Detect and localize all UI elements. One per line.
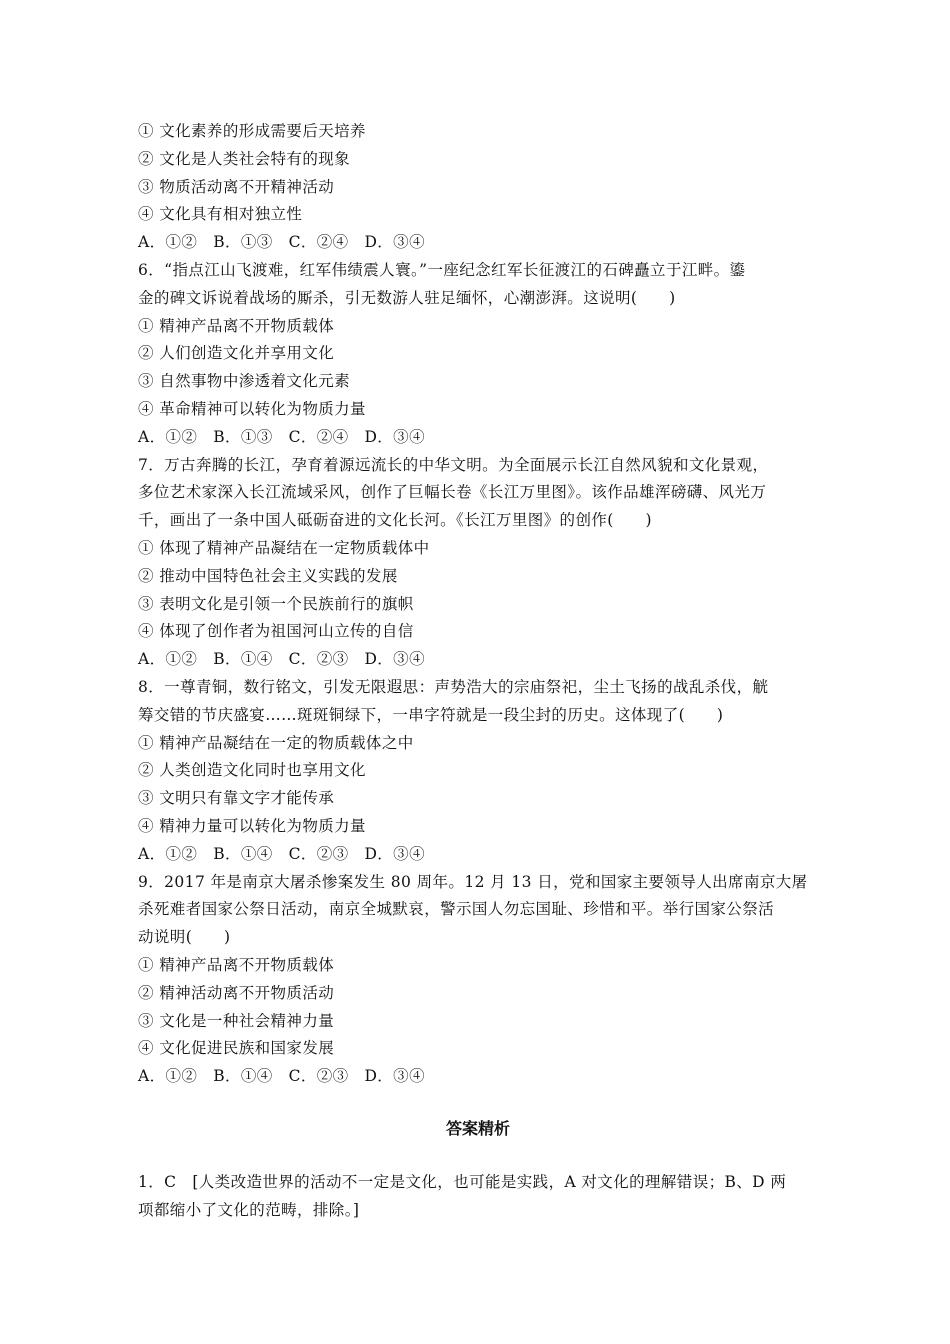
answer-explanation-line: 1．C [人类改造世界的活动不一定是文化，也可能是实践，A 对文化的理解错误；B、D 两 xyxy=(138,1172,787,1191)
option-3: ③ 文明只有靠文字才能传承 xyxy=(138,789,335,808)
answer-section-heading: 答案精析 xyxy=(445,1118,510,1138)
question-stem-line: 6．“指点江山飞渡难，红军伟绩震人寰。”一座纪念红军长征渡江的石碑矗立于江畔。鎏 xyxy=(138,260,746,279)
answer-choices: A．①② B．①④ C．②③ D．③④ xyxy=(138,650,425,669)
answer-choices: A．①② B．①④ C．②③ D．③④ xyxy=(138,1067,425,1086)
option-1: ① 精神产品凝结在一定的物质载体之中 xyxy=(138,733,414,752)
answer-choices: A．①② B．①④ C．②③ D．③④ xyxy=(138,844,425,863)
option-4: ④ 文化具有相对独立性 xyxy=(138,205,303,224)
question-stem-line: 筹交错的节庆盛宴……斑斑铜绿下，一串字符就是一段尘封的历史。这体现了( ) xyxy=(138,705,724,724)
option-1: ① 精神产品离不开物质载体 xyxy=(138,316,335,335)
document-page xyxy=(138,118,818,1224)
question-stem-line: 9．2017 年是南京大屠杀惨案发生 80 周年。12 月 13 日，党和国家主要领导人出席南京大屠 xyxy=(138,872,808,891)
option-3: ③ 自然事物中渗透着文化元素 xyxy=(138,372,351,391)
question-stem-line: 7．万古奔腾的长江，孕育着源远流长的中华文明。为全面展示长江自然风貌和文化景观， xyxy=(138,455,769,474)
option-4: ④ 革命精神可以转化为物质力量 xyxy=(138,399,366,418)
question-stem-line: 千，画出了一条中国人砥砺奋进的文化长河。《长江万里图》的创作( ) xyxy=(138,511,652,530)
question-7 xyxy=(138,452,818,674)
option-1: ① 精神产品离不开物质载体 xyxy=(138,955,335,974)
option-1: ① 体现了精神产品凝结在一定物质载体中 xyxy=(138,538,430,557)
question-stem-line: 多位艺术家深入长江流域采风，创作了巨幅长卷《长江万里图》。该作品雄浑磅礴、风光万 xyxy=(138,483,767,502)
option-4: ④ 体现了创作者为祖国河山立传的自信 xyxy=(138,622,414,641)
question-stem-line: 金的碑文诉说着战场的厮杀，引无数游人驻足缅怀，心潮澎湃。这说明( ) xyxy=(138,288,676,307)
option-2: ② 人类创造文化同时也享用文化 xyxy=(138,761,366,780)
question-stem-line: 8．一尊青铜，数行铭文，引发无限遐思：声势浩大的宗庙祭祀，尘土飞扬的战乱杀伐，觥 xyxy=(138,677,769,696)
option-2: ② 推动中国特色社会主义实践的发展 xyxy=(138,566,398,585)
option-2: ② 精神活动离不开物质活动 xyxy=(138,983,335,1002)
option-2: ② 文化是人类社会特有的现象 xyxy=(138,149,351,168)
question-9 xyxy=(138,869,818,1091)
option-3: ③ 表明文化是引领一个民族前行的旗帜 xyxy=(138,594,414,613)
question-6 xyxy=(138,257,818,452)
option-2: ② 人们创造文化并享用文化 xyxy=(138,344,335,363)
question-8 xyxy=(138,674,818,869)
option-3: ③ 物质活动离不开精神活动 xyxy=(138,177,335,196)
question-stem-line: 动说明( ) xyxy=(138,928,231,947)
option-4: ④ 文化促进民族和国家发展 xyxy=(138,1039,335,1058)
option-1: ① 文化素养的形成需要后天培养 xyxy=(138,122,366,140)
answer-1 xyxy=(138,1169,818,1225)
option-4: ④ 精神力量可以转化为物质力量 xyxy=(138,816,366,835)
option-3: ③ 文化是一种社会精神力量 xyxy=(138,1011,335,1030)
answer-choices: A．①② B．①③ C．②④ D．③④ xyxy=(138,427,425,446)
answer-explanation-line: 项都缩小了文化的范畴，排除。] xyxy=(138,1200,360,1219)
answer-choices: A．①② B．①③ C．②④ D．③④ xyxy=(138,233,425,252)
question-stem-line: 杀死难者国家公祭日活动，南京全城默哀，警示国人勿忘国耻、珍惜和平。举行国家公祭活 xyxy=(138,900,775,919)
question-5-tail xyxy=(138,118,818,257)
